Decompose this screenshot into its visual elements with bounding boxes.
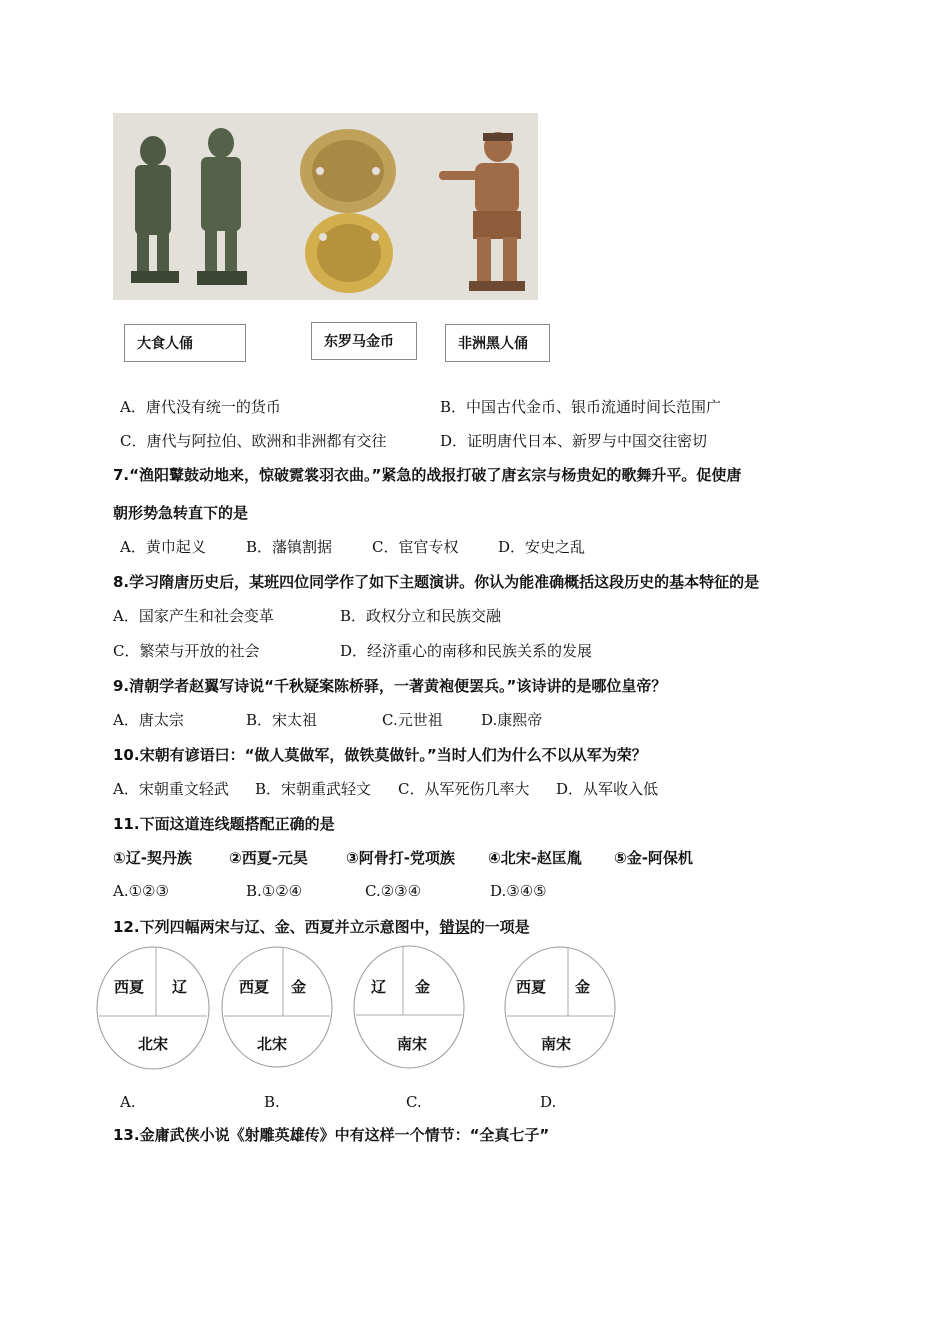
q6-option-d: D．证明唐代日本、新罗与中国交往密切 (440, 432, 708, 450)
q8-option-b: B．政权分立和民族交融 (340, 607, 502, 625)
q7-stem-line1: 7.“渔阳鼙鼓动地来，惊破霓裳羽衣曲。”紧急的战报打破了唐玄宗与杨贵妃的歌舞升平。促使唐 (113, 466, 742, 484)
q12-stem (113, 916, 530, 937)
q10-option-a: A．宋朝重文轻武 (113, 780, 229, 798)
q6-option-a: A．唐代没有统一的货币 (120, 398, 281, 416)
q11-pair-4: ④北宋-赵匡胤 (488, 849, 582, 867)
map-b-letter: B. (264, 1093, 280, 1111)
map-d-top-left: 西夏 (516, 978, 547, 996)
q10-stem: 10.宋朝有谚语曰：“做人莫做军，做铁莫做针。”当时人们为什么不以从军为荣？ (113, 746, 647, 764)
q9-option-a: A．唐太宗 (113, 711, 184, 729)
q9-stem: 9.清朝学者赵翼写诗说“千秋疑案陈桥驿，一著黄袍便罢兵。”该诗讲的是哪位皇帝？ (113, 677, 667, 695)
q12-stem-emphasis: 错误 (439, 918, 470, 936)
q11-pair-3: ③阿骨打-党项族 (346, 849, 455, 867)
q10-option-c: C．从军死伤几率大 (398, 780, 530, 798)
map-d-bottom: 南宋 (541, 1035, 572, 1053)
map-a-top-left: 西夏 (114, 978, 145, 996)
q10-option-d: D．从军收入低 (556, 780, 659, 798)
q11-option-a: A.①②③ (113, 882, 169, 900)
q11-pair-5: ⑤金-阿保机 (614, 849, 693, 867)
label-african-figurine: 非洲黑人俑 (445, 324, 550, 362)
map-b-top-left: 西夏 (239, 978, 270, 996)
q12-stem-post: 的一项是 (469, 918, 530, 936)
q7-option-a: A．黄巾起义 (120, 538, 206, 556)
q8-option-d: D．经济重心的南移和民族关系的发展 (340, 642, 593, 660)
q12-stem-pre: 12.下列四幅两宋与辽、金、西夏并立示意图中， (113, 918, 440, 936)
q9-option-c: C.元世祖 (382, 711, 443, 729)
map-c (353, 945, 465, 1069)
map-a-bottom: 北宋 (138, 1035, 169, 1053)
map-b-top-right: 金 (291, 978, 307, 996)
q11-option-c: C.②③④ (365, 882, 422, 900)
map-c-top-right: 金 (415, 978, 431, 996)
q7-option-b: B．藩镇割据 (246, 538, 333, 556)
map-c-bottom: 南宋 (397, 1035, 428, 1053)
map-a-letter: A. (120, 1093, 136, 1111)
artifact-photo (113, 113, 538, 300)
q8-option-a: A．国家产生和社会变革 (113, 607, 274, 625)
q11-stem: 11.下面这道连线题搭配正确的是 (113, 815, 335, 833)
q7-option-d: D．安史之乱 (498, 538, 586, 556)
q7-option-c: C．宦官专权 (372, 538, 459, 556)
map-c-letter: C. (406, 1093, 422, 1111)
q8-stem: 8.学习隋唐历史后，某班四位同学作了如下主题演讲。你认为能准确概括这段历史的基本特征的是 (113, 573, 760, 591)
artifact-illustration (113, 113, 538, 300)
q6-option-b: B．中国古代金币、银币流通时间长范围广 (440, 398, 722, 416)
map-d-letter: D. (540, 1093, 557, 1111)
q9-option-b: B．宋太祖 (246, 711, 318, 729)
map-d-top-right: 金 (575, 978, 591, 996)
q11-option-d: D.③④⑤ (490, 882, 547, 900)
label-byzantine-coin: 东罗马金币 (311, 322, 417, 360)
map-a (96, 946, 210, 1070)
q8-option-c: C．繁荣与开放的社会 (113, 642, 260, 660)
label-dashi-figurine: 大食人俑 (124, 324, 246, 362)
q11-option-b: B.①②④ (246, 882, 303, 900)
map-d (504, 946, 616, 1068)
map-b (221, 946, 333, 1068)
map-a-top-right: 辽 (172, 978, 188, 996)
q6-option-c: C．唐代与阿拉伯、欧洲和非洲都有交往 (120, 432, 387, 450)
q7-stem-line2: 朝形势急转直下的是 (113, 504, 249, 522)
q11-pair-2: ②西夏-元昊 (229, 849, 308, 867)
q11-pair-1: ①辽-契丹族 (113, 849, 192, 867)
q10-option-b: B．宋朝重武轻文 (255, 780, 372, 798)
map-b-bottom: 北宋 (257, 1035, 288, 1053)
map-c-top-left: 辽 (371, 978, 387, 996)
q13-stem: 13.金庸武侠小说《射雕英雄传》中有这样一个情节：“全真七子” (113, 1126, 550, 1144)
q9-option-d: D.康熙帝 (481, 711, 543, 729)
